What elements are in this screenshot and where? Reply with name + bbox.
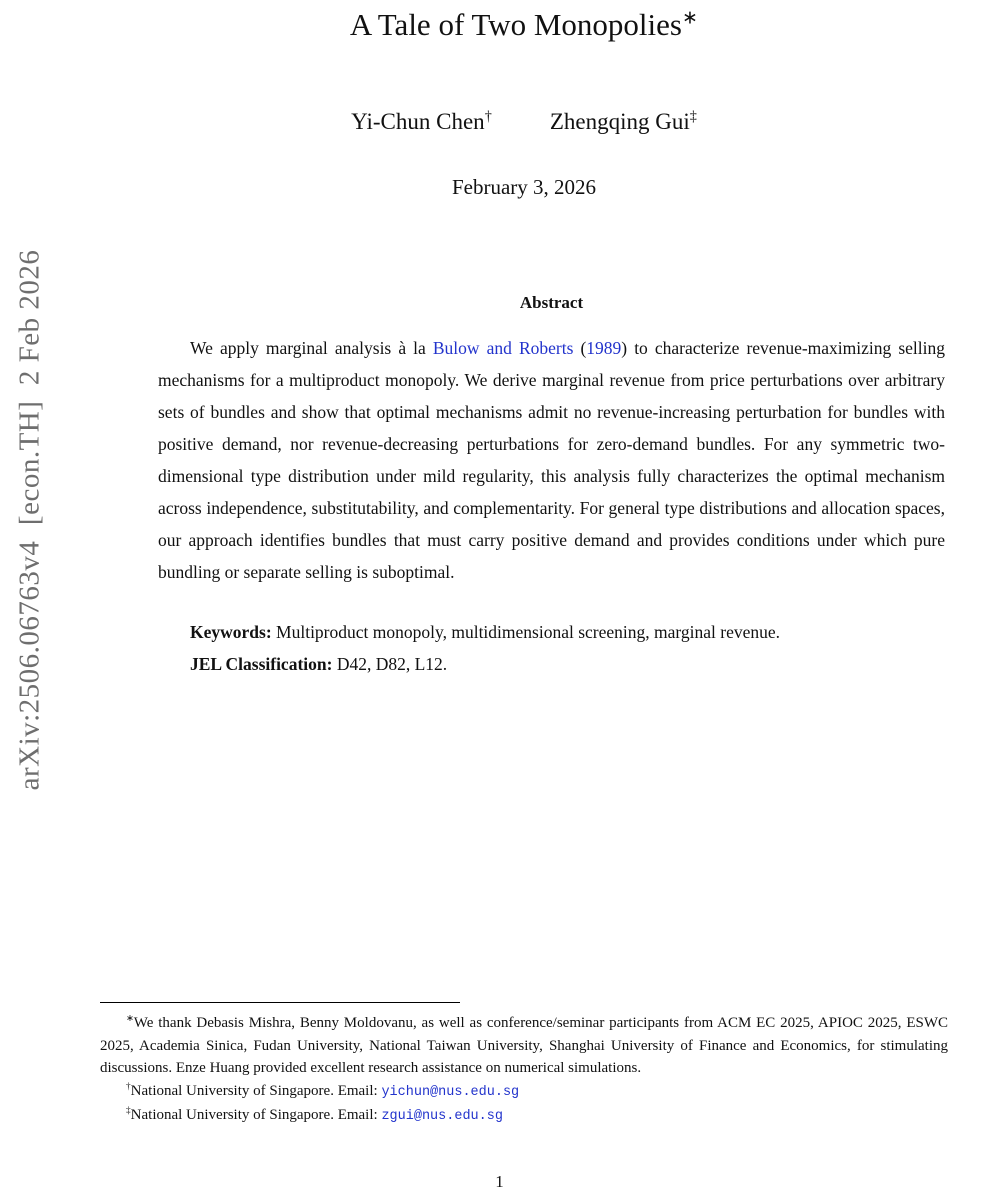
email-link-zgui[interactable]: zgui@nus.edu.sg — [381, 1109, 503, 1124]
paper-title-text: A Tale of Two Monopolies — [349, 7, 682, 42]
abstract-text-segment: ( — [573, 338, 587, 358]
citation-link-bulow-roberts[interactable]: Bulow and Roberts — [432, 338, 574, 358]
arxiv-watermark: arXiv:2506.06763v4 [econ.TH] 2 Feb 2026 — [13, 249, 46, 791]
paper-content — [100, 0, 948, 680]
author-2-name: Zhengqing Gui — [549, 109, 690, 134]
jel-label: JEL Classification: — [190, 654, 333, 674]
footnote-ddagger-mark: ‡ — [126, 1106, 131, 1116]
jel-line — [158, 648, 945, 680]
abstract-section — [158, 292, 945, 680]
footnote-ddagger — [100, 1104, 948, 1129]
jel-text: D42, D82, L12. — [336, 654, 448, 674]
abstract-text-segment: We apply marginal analysis à la — [190, 338, 433, 358]
footnote-dagger — [100, 1080, 948, 1105]
footnote-dagger-mark: † — [126, 1081, 131, 1092]
author-1 — [351, 108, 492, 136]
abstract-text-segment: ) to characterize revenue-maximizing selling mechanisms for a multiproduct monopoly. We derive marginal revenue from price perturbations over arbitrary sets of bundles and show that optimal mechanisms admit no revenue-increasing perturbation for bundles with positive demand, nor revenue-decreasing perturbations for zero-demand bundles. For any symmetric two-dimensional type distribution under mild regularity, this analysis fully characterizes the optimal mechanism across independence, substitutability, and complementarity. For general type distributions and allocation spaces, our approach identifies bundles that must carry positive demand and provides conditions under which pure bundling or separate selling is suboptimal. — [158, 338, 945, 582]
author-1-footnote-mark: † — [484, 108, 492, 125]
keywords-text: Multiproduct monopoly, multidimensional screening, marginal revenue. — [276, 622, 781, 642]
keywords-label: Keywords: — [190, 622, 272, 642]
abstract-text — [158, 332, 945, 588]
paper-date: February 3, 2026 — [451, 175, 597, 199]
footnote-ddagger-text: National University of Singapore. Email: — [130, 1107, 382, 1123]
author-2 — [550, 108, 697, 136]
footnote-star-mark: ∗ — [126, 1014, 134, 1024]
author-block — [100, 108, 948, 136]
keywords-line — [158, 616, 945, 648]
email-link-yichun[interactable]: yichun@nus.edu.sg — [381, 1084, 520, 1100]
paper-title — [100, 6, 948, 44]
footnote-section — [100, 1002, 948, 1129]
abstract-heading: Abstract — [519, 293, 584, 312]
footnote-star — [100, 1012, 948, 1080]
author-2-footnote-mark: ‡ — [689, 108, 697, 125]
footnote-rule — [100, 1002, 460, 1003]
citation-year-link[interactable]: 1989 — [586, 338, 622, 358]
footnote-dagger-text: National University of Singapore. Email: — [130, 1082, 382, 1099]
footnote-star-text: We thank Debasis Mishra, Benny Moldovanu, as well as conference/seminar participants from ACM EC 2025, APIOC 2025, ESWC 2025, Academia Sinica, Fudan University, National Taiwan University, Shanghai University of Finance and Economics, for stimulating discussions. Enze Huang provided excellent research assistance on numerical simulations. — [100, 1015, 948, 1076]
page-number: 1 — [495, 1172, 504, 1191]
author-1-name: Yi-Chun Chen — [351, 109, 485, 134]
title-footnote-mark: ∗ — [681, 7, 699, 29]
